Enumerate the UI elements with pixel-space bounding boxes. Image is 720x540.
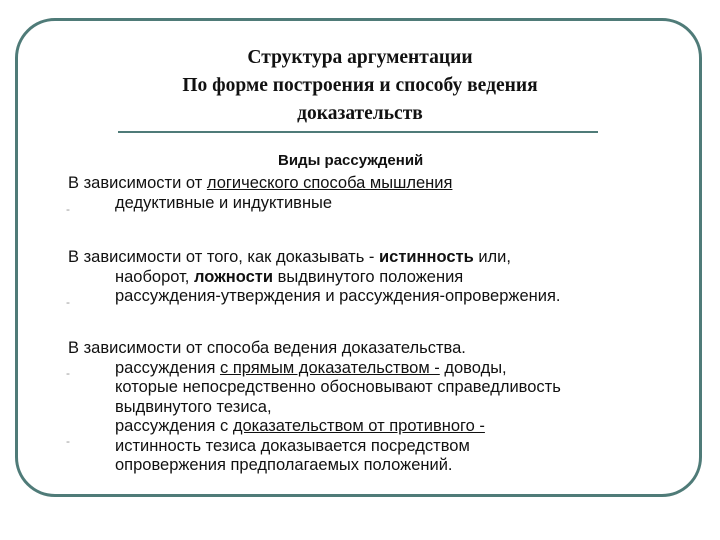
section2-line2-suffix: выдвинутого положения [273,267,464,286]
section-logical-method [68,174,452,213]
section-truth-falsity [68,248,560,307]
dash-marker: - [66,202,70,216]
section3-intro: В зависимости от способа ведения доказательства. [68,339,466,357]
title-divider [118,131,598,133]
section3-item1-suffix: доводы, [439,358,507,377]
slide-title [0,44,720,128]
section2-line2-bold: ложности [193,267,274,286]
section2-line2-prefix: наоборот, [115,267,194,286]
section1-intro-underlined: логического способа мышления [206,174,453,192]
dash-marker: - [66,366,70,380]
title-line-2: По форме построения и способу ведения [182,75,538,96]
subheading: Виды рассуждений [278,152,424,169]
section2-line1-suffix: или, [473,248,511,266]
section2-item: рассуждения-утверждения и рассуждения-опровержения. [115,287,561,305]
section2-line1-prefix: В зависимости от того, как доказывать - [68,248,379,266]
section1-intro-prefix: В зависимости от [68,174,207,192]
section3-item1-line3: выдвинутого тезиса, [115,397,272,416]
dash-marker: - [66,295,70,309]
section2-line2 [68,268,560,288]
section3-item2-line2: истинность тезиса доказывается посредством [115,436,470,455]
section2-line1-bold: истинность [379,248,474,266]
section3-item2-underlined: доказательством от противного - [232,417,485,435]
section-proof-method [68,339,561,476]
section1-intro [68,174,452,194]
section3-item1-line1 [68,359,561,379]
title-line-1: Структура аргументации [247,47,473,68]
section3-item1-line2: которые непосредственно обосновывают справедливость [115,378,561,396]
dash-marker: - [66,434,70,448]
section3-item1-underlined: с прямым доказательством - [219,358,440,377]
title-line-3: доказательств [297,103,423,124]
section3-item2-line1 [68,417,561,437]
section1-item: дедуктивные и индуктивные [115,193,333,212]
section2-line1 [68,248,560,268]
section3-item1-prefix: рассуждения [115,358,220,377]
section3-item2-line3: опровержения предполагаемых положений. [115,456,453,474]
section3-item2-prefix: рассуждения с [115,417,233,435]
